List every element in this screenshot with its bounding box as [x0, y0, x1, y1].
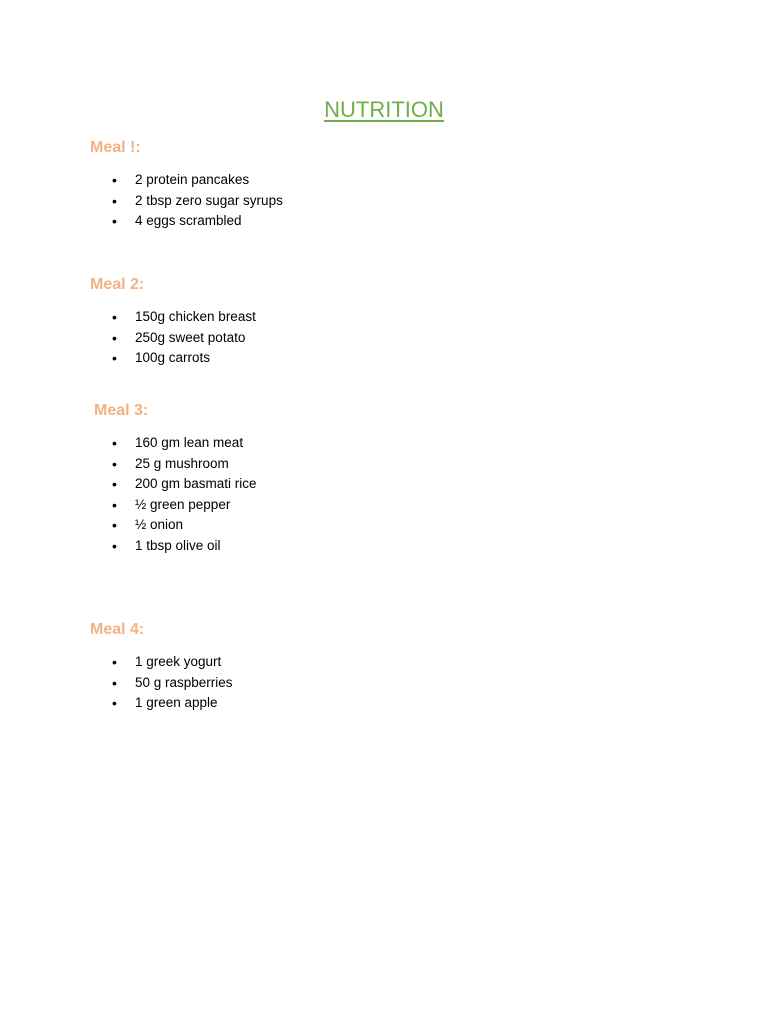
meal-heading: Meal !:: [90, 139, 141, 156]
bullet-icon: •: [112, 213, 117, 230]
ingredient-text: 1 tbsp olive oil: [135, 537, 221, 553]
ingredient-text: ½ onion: [135, 517, 184, 533]
bullet-icon: •: [112, 537, 117, 554]
meal-heading: Meal 4:: [90, 621, 145, 638]
bullet-icon: •: [112, 192, 117, 209]
ingredient-text: 2 tbsp zero sugar syrups: [135, 192, 283, 208]
ingredient-text: 4 eggs scrambled: [135, 213, 242, 229]
ingredient-text: ½ green pepper: [135, 496, 231, 512]
ingredient-text: 50 g raspberries: [135, 674, 233, 690]
meal-heading: Meal 2:: [90, 276, 145, 293]
ingredient-text: 100g carrots: [135, 350, 211, 366]
ingredient-text: 150g chicken breast: [135, 309, 256, 324]
ingredient-text: 250g sweet potato: [135, 329, 246, 345]
page-title: NUTRITION: [324, 97, 444, 122]
bullet-icon: •: [112, 172, 117, 188]
bullet-icon: •: [112, 350, 117, 367]
ingredient-text: 1 greek yogurt: [135, 654, 222, 669]
ingredient-text: 25 g mushroom: [135, 455, 229, 471]
bullet-icon: •: [112, 435, 117, 451]
bullet-icon: •: [112, 455, 117, 472]
meal-heading: Meal 3:: [94, 402, 149, 419]
bullet-icon: •: [112, 517, 117, 534]
bullet-icon: •: [112, 476, 117, 493]
bullet-icon: •: [112, 695, 117, 712]
ingredient-text: 2 protein pancakes: [135, 172, 250, 187]
bullet-icon: •: [112, 329, 117, 346]
ingredient-text: 160 gm lean meat: [135, 435, 244, 450]
bullet-icon: •: [112, 309, 117, 325]
ingredient-text: 1 green apple: [135, 695, 218, 711]
bullet-icon: •: [112, 654, 117, 670]
bullet-icon: •: [112, 674, 117, 691]
bullet-icon: •: [112, 496, 117, 513]
ingredient-text: 200 gm basmati rice: [135, 476, 257, 492]
